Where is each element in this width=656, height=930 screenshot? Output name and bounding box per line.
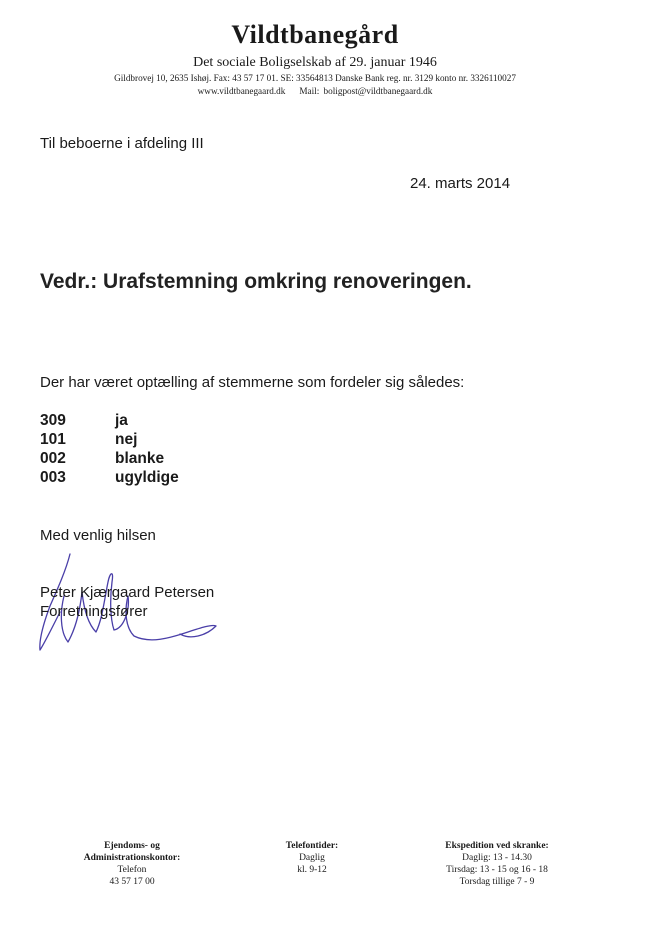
footer-phone-heading: Telefontider: [285, 841, 339, 851]
footer-office-heading: Administrationskontor: [83, 853, 181, 863]
result-count: 002 [40, 450, 66, 467]
footer-counter-line: Daglig: 13 - 14.30 [462, 853, 532, 863]
letter-subject: Vedr.: Urafstemning omkring renoveringen. [40, 270, 472, 293]
result-label: nej [115, 431, 138, 448]
result-count: 309 [40, 412, 66, 429]
closing-line: Med venlig hilsen [40, 527, 156, 544]
footer-counter-heading: Ekspedition ved skranke: [445, 841, 549, 851]
result-row [40, 411, 179, 430]
footer-phone-line: kl. 9-12 [297, 865, 327, 875]
organization-address: Gildbrovej 10, 2635 Ishøj. Fax: 43 57 17 01. SE: 33564813 Danske Bank reg. nr. 3129 konto nr. 3326110027 [114, 73, 516, 83]
footer-phone-line: Daglig [299, 853, 325, 863]
signature-stroke [40, 554, 70, 650]
footer-counter-line: Tirsdag: 13 - 15 og 16 - 18 [446, 865, 548, 875]
result-row [40, 449, 179, 468]
footer-office [52, 840, 212, 888]
letter-date: 24. marts 2014 [410, 175, 511, 192]
footer-office-line: Telefon [117, 865, 147, 875]
result-label: ugyldige [115, 469, 179, 486]
result-row [40, 430, 179, 449]
result-label: blanke [115, 450, 165, 467]
organization-name: Vildtbanegård [231, 20, 399, 49]
vote-results [40, 411, 179, 487]
organization-contact [0, 86, 630, 96]
footer-counter-hours [417, 840, 577, 888]
email-link[interactable]: Mail: boligpost@vildtbanegaard.dk [299, 86, 433, 96]
recipient-line: Til beboerne i afdeling III [40, 135, 204, 152]
result-count: 003 [40, 469, 66, 486]
result-count: 101 [40, 431, 66, 448]
signer-title: Forretningsfører [40, 603, 148, 620]
letter-intro: Der har været optælling af stemmerne som fordeler sig således: [40, 374, 465, 391]
footer-phone-hours [262, 840, 362, 876]
result-label: ja [115, 412, 128, 429]
footer-office-phone: 43 57 17 00 [109, 877, 155, 887]
organization-subtitle: Det sociale Boligselskab af 29. januar 1946 [193, 55, 437, 70]
signer-name: Peter Kjærgaard Petersen [40, 584, 215, 601]
website-link[interactable]: www.vildtbanegaard.dk [197, 86, 286, 96]
footer-office-heading: Ejendoms- og [104, 841, 160, 851]
footer-counter-line: Torsdag tillige 7 - 9 [459, 877, 535, 887]
result-row [40, 468, 179, 487]
